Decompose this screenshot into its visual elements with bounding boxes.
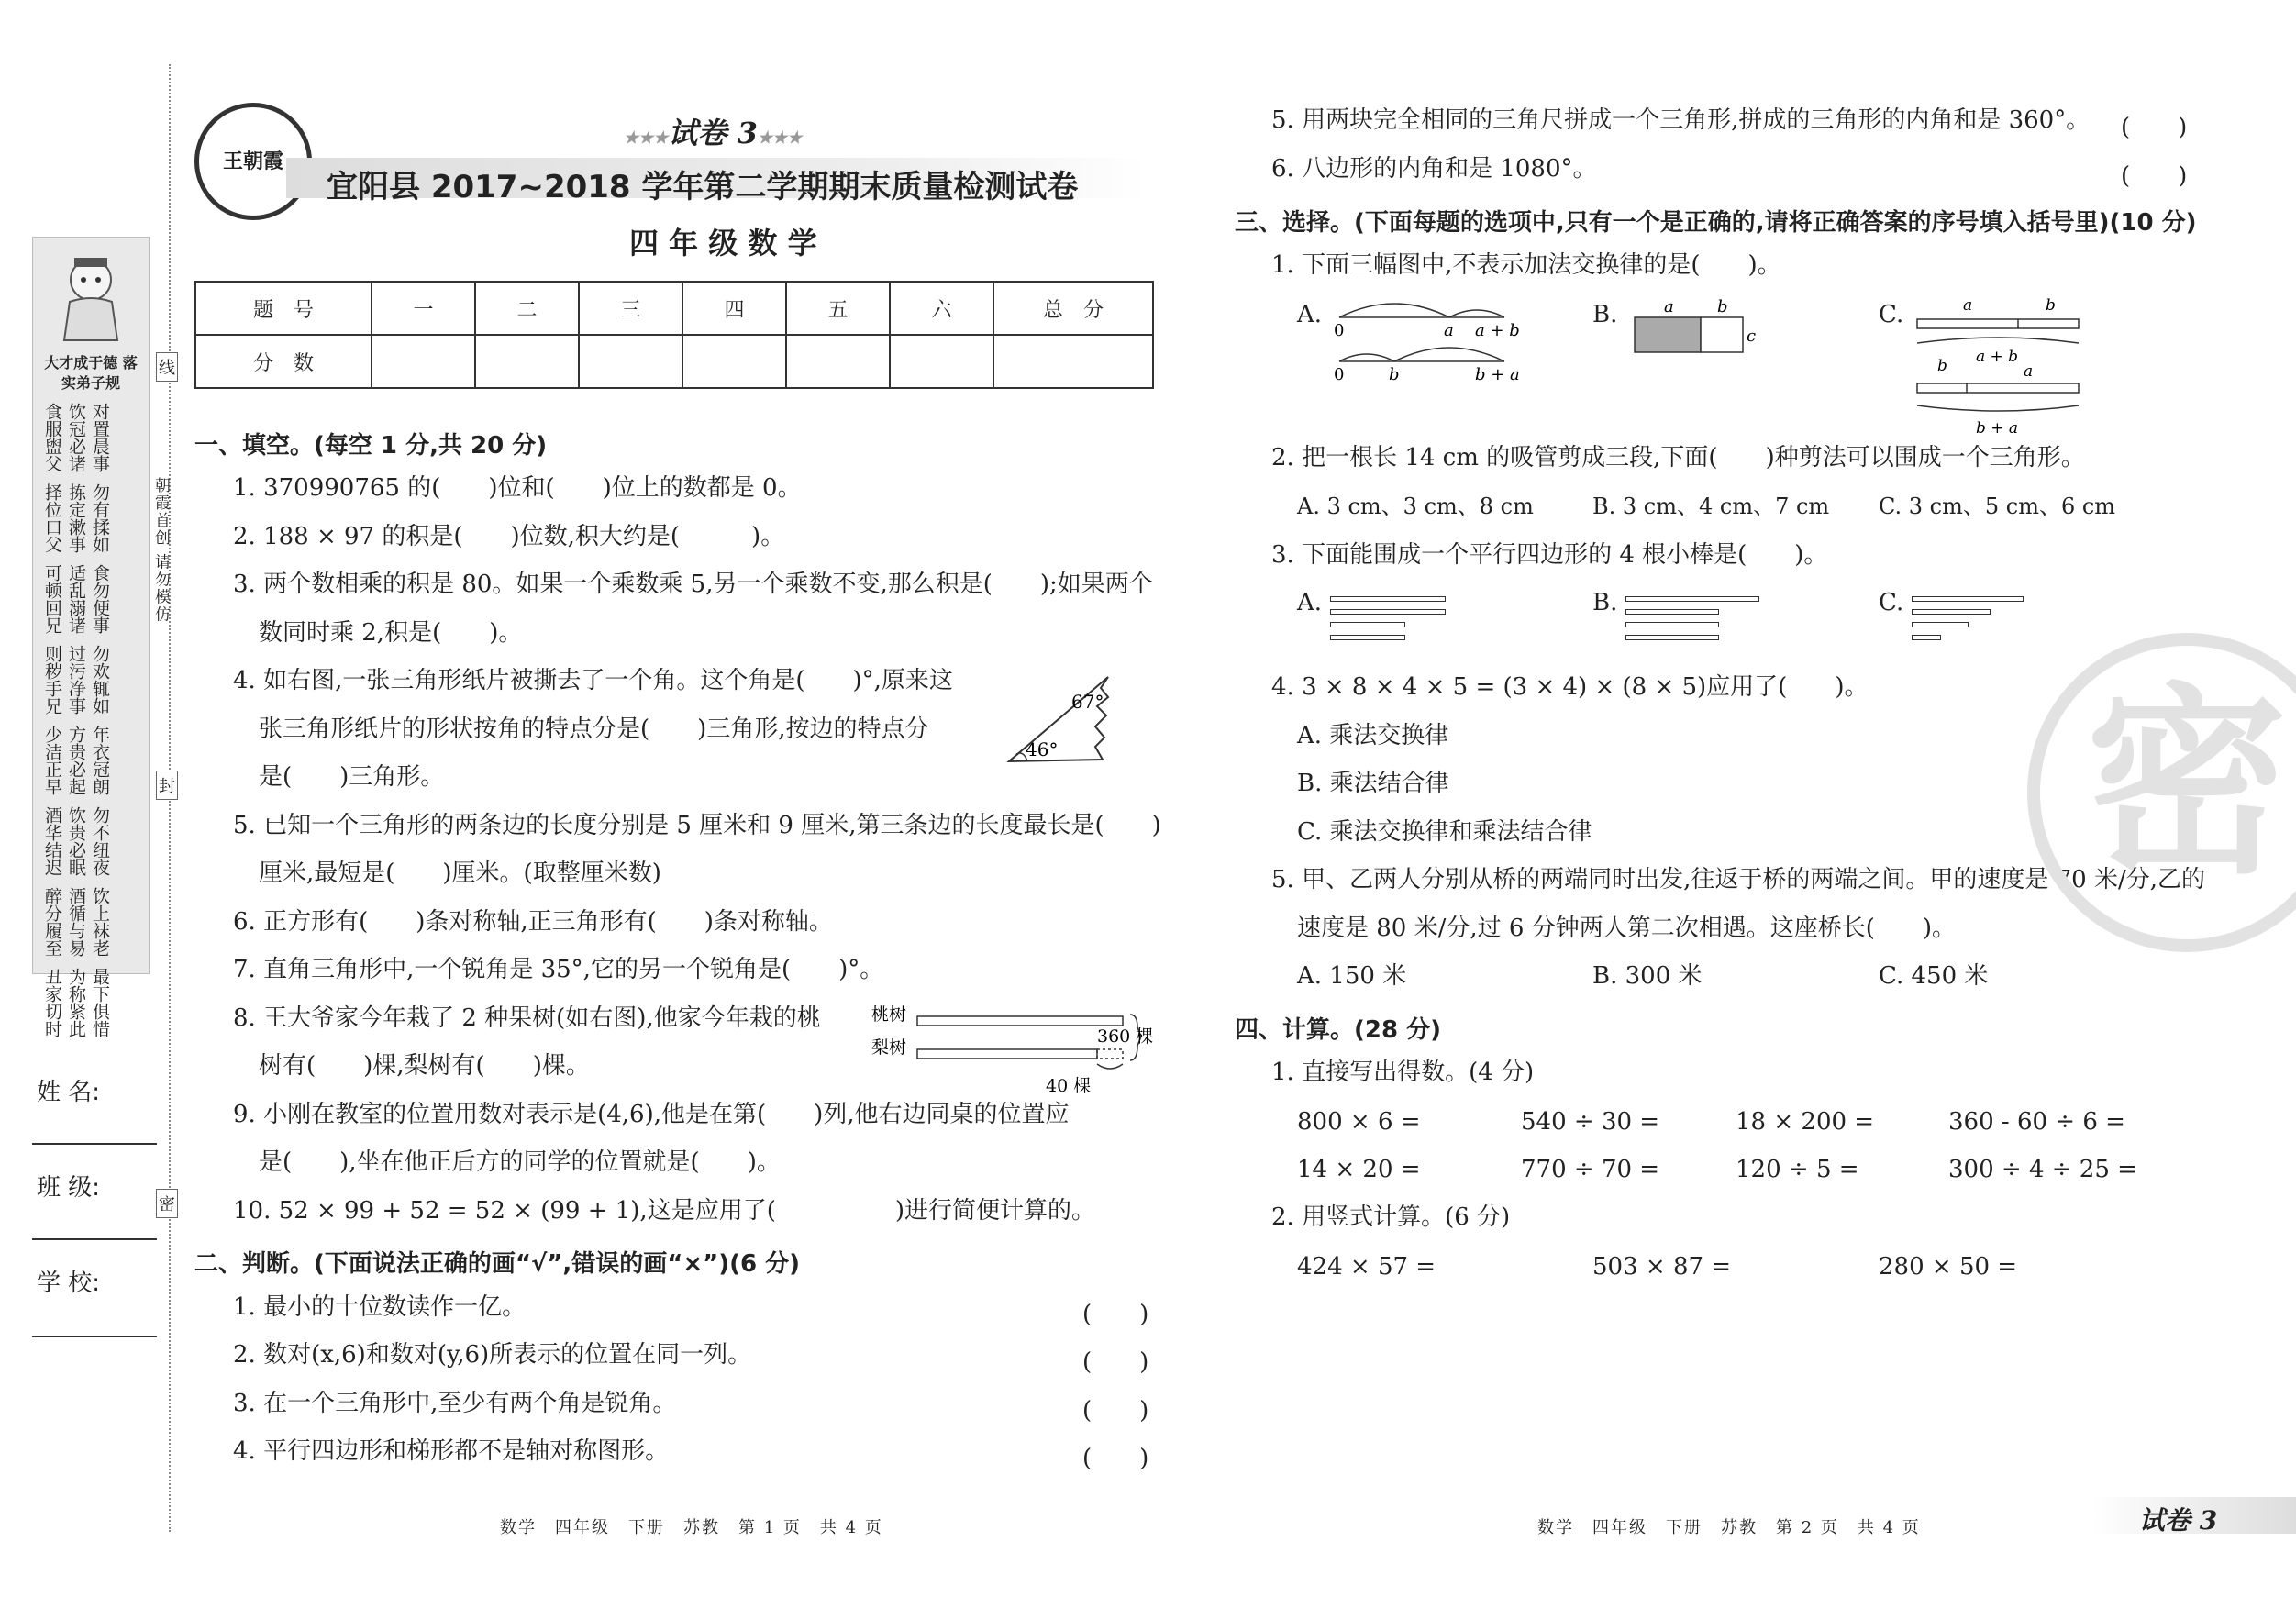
axis-label: 0 [1334,321,1345,340]
stick [1330,635,1405,640]
question-text: 3. 下面能围成一个平行四边形的 4 根小棒是( )。 [1271,541,1828,569]
school-label: 学 校: [37,1270,101,1297]
axis-label: a [2024,362,2034,381]
axis-label: a + b [1976,348,2019,366]
answer-blank[interactable]: ( ) [1082,1301,1149,1328]
couplet-2: 勿有揉如拣定漱事择位口父 [42,483,110,553]
stick [1625,622,1719,627]
option-text: A. 乘法交换律 [1297,722,1449,749]
class-label: 班 级: [37,1174,101,1202]
axis-label: 0 [1334,365,1345,384]
couplet-3: 食勿便事适乱溺诸可顿回兄 [42,564,110,634]
table-row [195,282,1153,335]
angle-label: 67° [1071,691,1104,713]
stick [1625,596,1759,602]
school-field[interactable] [32,1336,157,1337]
stick [1625,609,1719,615]
judgement-item: 5. 用两块完全相同的三角尺拼成一个三角形,拼成的三角形的内角和是 360°。 [1271,106,2091,134]
question-text: 2. 把一根长 14 cm 的吸管剪成三段,下面( )种剪法可以围成一个三角形。 [1271,444,2085,471]
option-text: C. 乘法交换律和乘法结合律 [1297,818,1592,846]
answer-blank[interactable]: ( ) [2121,162,2188,190]
question-text: 4. 3 × 8 × 4 × 5 = (3 × 4) × (8 × 5)应用了( )。 [1271,673,1869,701]
section-title: 三、选择。(下面每题的选项中,只有一个是正确的,请将正确答案的序号填入括号里)(10 分) [1235,209,2197,237]
tree-bar-figure [871,1000,1165,1101]
question-text: 1. 直接写出得数。(4 分) [1271,1059,1535,1086]
calc-item: 300 ÷ 4 ÷ 25 = [1948,1156,2137,1183]
question-text: 7. 直角三角形中,一个锐角是 35°,它的另一个锐角是( )°。 [233,956,884,983]
score-cell[interactable] [475,335,579,388]
answer-blank[interactable]: ( ) [2121,114,2188,141]
option-text: B. 300 米 [1592,962,1703,990]
name-label: 姓 名: [37,1079,101,1106]
answer-blank[interactable]: ( ) [1082,1445,1149,1472]
bar-label: 桃树 [871,1004,907,1025]
axis-label: a [1963,296,1973,315]
question-text: 是( ),坐在他正后方的同学的位置就是( )。 [259,1148,781,1176]
side-mark-line: 线 [156,352,178,382]
question-text: 10. 52 × 99 + 52 = 52 × (99 + 1),这是应用了( )进行简便计算的。 [233,1197,1095,1225]
page-footer-right: 数学 四年级 下册 苏教 第 2 页 共 4 页 [1537,1518,1921,1537]
score-cell[interactable] [372,335,475,388]
calc-item: 540 ÷ 30 = [1521,1108,1660,1136]
secret-stamp [2027,633,2296,952]
judgement-item: 1. 最小的十位数读作一亿。 [233,1293,527,1321]
question-text: 5. 甲、乙两人分别从桥的两端同时出发,往返于桥的两端之间。甲的速度是 70 米/分,乙的 [1271,866,2205,893]
couplet-1: 对置晨事饮冠必诸食服盥父 [42,403,110,472]
calc-item: 503 × 87 = [1592,1253,1732,1281]
question-text: 是( )三角形。 [259,763,445,791]
calc-item: 18 × 200 = [1736,1108,1875,1136]
side-mark-seal: 封 [156,771,178,800]
bar-label: 梨树 [871,1037,907,1058]
axis-label: c [1747,327,1757,346]
star-icon: ★★★ [757,128,803,148]
calc-item: 14 × 20 = [1297,1156,1421,1183]
option-text: B. 3 cm、4 cm、7 cm [1592,494,1830,519]
exam-title: 宜阳县 2017~2018 学年第二学期期末质量检测试卷 [327,169,1079,205]
question-text: 8. 王大爷家今年栽了 2 种果树(如右图),他家今年栽的桃 [233,1004,821,1032]
judgement-item: 2. 数对(x,6)和数对(y,6)所表示的位置在同一列。 [233,1341,752,1369]
question-text: 2. 用竖式计算。(6 分) [1271,1203,1511,1231]
option-label: A. [1297,589,1323,616]
stamp-text: 密 [2085,666,2288,901]
section-title: 二、判断。(下面说法正确的画“√”,错误的画“×”)(6 分) [194,1250,801,1278]
calc-item: 424 × 57 = [1297,1253,1436,1281]
question-text: 5. 已知一个三角形的两条边的长度分别是 5 厘米和 9 厘米,第三条边的长度最长是( ) [233,812,1161,839]
calc-item: 120 ÷ 5 = [1736,1156,1859,1183]
motto-text: 大才成于德 落实弟子规 [44,354,138,392]
question-text: 4. 如右图,一张三角形纸片被撕去了一个角。这个角是( )°,原来这 [233,667,953,694]
exam-subtitle: 四 年 级 数 学 [629,226,817,261]
angle-label: 46° [1026,738,1059,760]
option-label: B. [1592,301,1618,328]
option-label: C. [1879,589,1904,616]
score-cell[interactable] [890,335,993,388]
table-row [195,335,1153,388]
name-field[interactable] [32,1143,157,1145]
side-mark-secret: 密 [156,1189,178,1218]
axis-label: b + a [1976,419,2019,438]
table-header-cell: 五 [786,282,890,335]
option-text: A. 150 米 [1297,962,1407,990]
stick [1912,609,1991,615]
score-table [194,281,1154,389]
page-footer-left: 数学 四年级 下册 苏教 第 1 页 共 4 页 [500,1518,883,1537]
torn-triangle-figure [1000,670,1128,771]
sidebar-motto-panel [32,237,150,1037]
scholar-illustration [33,245,149,355]
table-header-cell: 总 分 [993,282,1153,335]
axis-label: b + a [1475,365,1520,384]
table-header-cell: 一 [372,282,475,335]
question-text: 6. 正方形有( )条对称轴,正三角形有( )条对称轴。 [233,908,833,936]
calc-item: 770 ÷ 70 = [1521,1156,1660,1183]
score-cell[interactable] [786,335,890,388]
calc-item: 800 × 6 = [1297,1108,1421,1136]
total-label: 360 棵 [1097,1026,1154,1047]
calc-item: 360 - 60 ÷ 6 = [1948,1108,2125,1136]
number-line-figure [1330,290,1532,389]
couplet-7: 饮上袜老酒循与易醉分履至 [42,887,110,957]
rectangle-area-figure [1629,294,1758,358]
question-text: 树有( )棵,梨树有( )棵。 [259,1052,590,1080]
section-title: 一、填空。(每空 1 分,共 20 分) [194,432,548,460]
question-text: 张三角形纸片的形状按角的特点分是( )三角形,按边的特点分 [259,715,929,743]
axis-label: b [1717,297,1728,316]
couplet-8: 最下俱惜为称紧此丑家切时 [42,968,110,1037]
option-label: C. [1879,301,1904,328]
option-text: C. 3 cm、5 cm、6 cm [1879,494,2116,519]
difference-label: 40 棵 [1046,1076,1092,1096]
axis-label: a [1664,297,1674,316]
option-text: A. 3 cm、3 cm、8 cm [1297,494,1534,519]
question-text: 速度是 80 米/分,过 6 分钟两人第二次相遇。这座桥长( )。 [1297,915,1956,942]
table-header-cell: 三 [579,282,682,335]
axis-label: b [2046,296,2056,315]
axis-label: a + b [1475,321,1520,340]
option-text: C. 450 米 [1879,962,1989,990]
stick [1330,596,1446,602]
section-title: 四、计算。(28 分) [1235,1016,1441,1044]
judgement-item: 6. 八边形的内角和是 1080°。 [1271,155,1597,183]
series-label: ★★★试卷 3★★★ [624,116,803,150]
couplet-5: 年衣冠朗方贵必起少洁正早 [42,726,110,795]
couplet-4: 勿欢辄如过污净事则秽手兄 [42,645,110,715]
stick [1330,622,1405,627]
couplet-6: 勿不纽夜饮贵必眠酒华结迟 [42,806,110,876]
score-cell[interactable] [993,335,1153,388]
score-cell[interactable] [682,335,786,388]
question-text: 数同时乘 2,积是( )。 [259,619,523,647]
stick [1625,635,1719,640]
table-header-cell: 六 [890,282,993,335]
stick [1912,596,2024,602]
answer-blank[interactable]: ( ) [1082,1397,1149,1425]
question-text: 9. 小刚在教室的位置用数对表示是(4,6),他是在第( )列,他右边同桌的位置应 [233,1101,1070,1128]
answer-blank[interactable]: ( ) [1082,1348,1149,1376]
score-cell[interactable] [579,335,682,388]
calc-item: 280 × 50 = [1879,1253,2018,1281]
footer-series-label: 试卷 3 [2139,1505,2218,1536]
axis-label: b [1389,365,1400,384]
table-header-cell: 四 [682,282,786,335]
table-header-cell: 题 号 [195,282,372,335]
question-text: 3. 两个数相乘的积是 80。如果一个乘数乘 5,另一个乘数不变,那么积是( );如果两个 [233,571,1153,598]
axis-label: b [1937,357,1947,375]
table-row-label: 分 数 [195,335,372,388]
stick [1330,609,1446,615]
judgement-item: 4. 平行四边形和梯形都不是轴对称图形。 [233,1437,670,1465]
question-text: 2. 188 × 97 的积是( )位数,积大约是( )。 [233,523,785,550]
logo-text: 王朝霞 [222,150,283,173]
table-header-cell: 二 [475,282,579,335]
question-text: 1. 下面三幅图中,不表示加法交换律的是( )。 [1271,251,1781,279]
option-label: A. [1297,301,1323,328]
stick [1912,635,1941,640]
strip-diagram-figure [1908,292,2091,438]
axis-label: a [1444,321,1454,340]
option-text: B. 乘法结合律 [1297,770,1449,797]
judgement-item: 3. 在一个三角形中,至少有两个角是锐角。 [233,1390,677,1417]
question-text: 1. 370990765 的( )位和( )位上的数都是 0。 [233,474,802,502]
star-icon: ★★★ [624,128,669,148]
sidebar-notice: 朝霞首创 请勿模仿 [151,477,170,624]
question-text: 厘米,最短是( )厘米。(取整厘米数) [259,859,661,887]
stick [1912,622,1969,627]
class-field[interactable] [32,1238,157,1240]
option-label: B. [1592,589,1618,616]
